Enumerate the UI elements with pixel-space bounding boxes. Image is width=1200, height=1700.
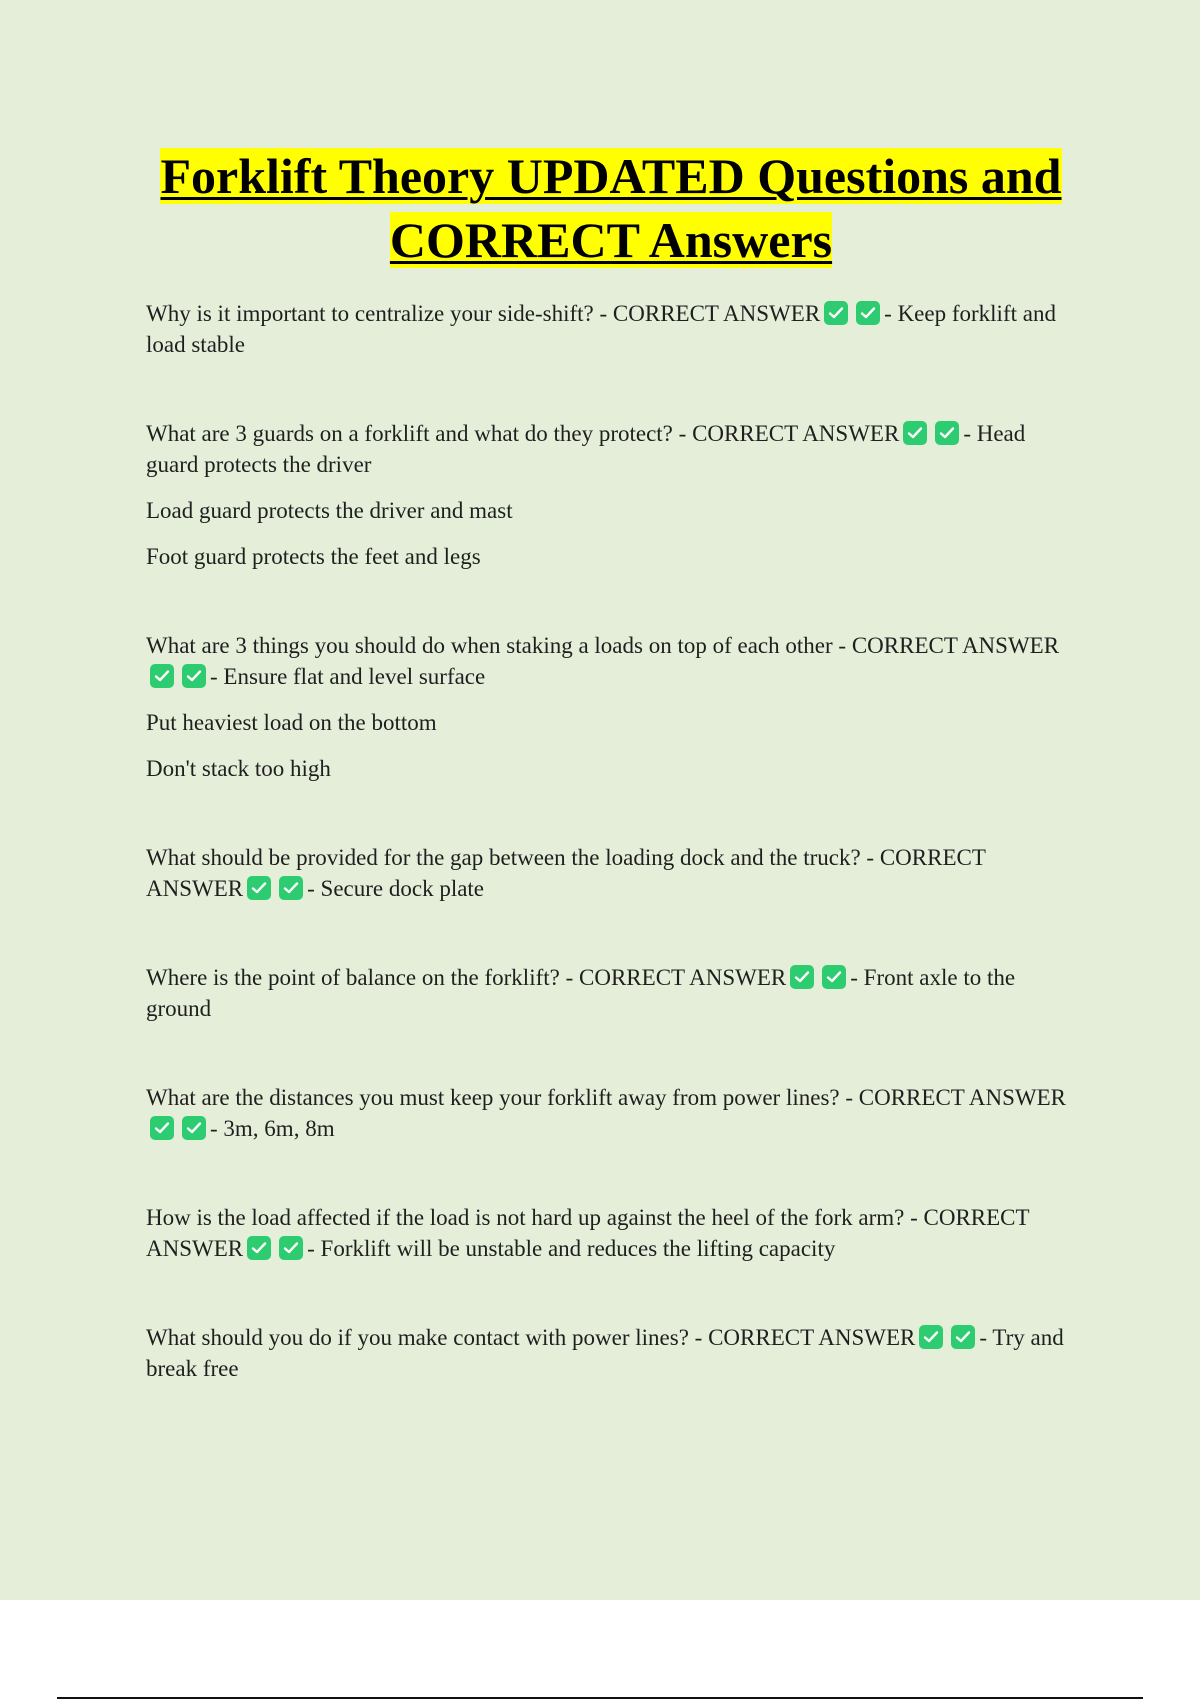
- question-text: What are the distances you must keep your forklift away from power lines? -: [146, 1085, 854, 1110]
- question-text: How is the load affected if the load is not hard up against the heel of the fork arm? -: [146, 1205, 918, 1230]
- check-box-icon: [856, 301, 880, 325]
- question-line: [146, 1082, 1076, 1144]
- question-line: [146, 962, 1076, 1024]
- correct-answer-marker: CORRECT ANSWER: [853, 1085, 1067, 1110]
- check-box-icon: [822, 965, 846, 989]
- qa-item: [146, 962, 1076, 1024]
- qa-list: [146, 298, 1076, 1384]
- answer-extra-line: Put heaviest load on the bottom: [146, 710, 437, 735]
- check-box-icon: [903, 421, 927, 445]
- answer-text: - Head guard protects the driver: [146, 421, 1026, 477]
- check-box-icon: [279, 876, 303, 900]
- check-box-icon: [824, 301, 848, 325]
- qa-item: [146, 418, 1076, 572]
- answer-text: - 3m, 6m, 8m: [210, 1116, 335, 1141]
- correct-answer-marker: CORRECT ANSWER: [573, 965, 787, 990]
- correct-answer-marker: CORRECT ANSWER: [607, 301, 821, 326]
- question-text: What should you do if you make contact with power lines? -: [146, 1325, 703, 1350]
- check-box-icon: [247, 876, 271, 900]
- check-box-icon: [150, 664, 174, 688]
- qa-item: [146, 842, 1076, 904]
- check-box-icon: [935, 421, 959, 445]
- question-text: Why is it important to centralize your side-shift? -: [146, 301, 608, 326]
- answer-text: - Forklift will be unstable and reduces the lifting capacity: [307, 1236, 836, 1261]
- question-text: What are 3 guards on a forklift and what do they protect? -: [146, 421, 687, 446]
- correct-answer-marker: CORRECT ANSWER: [846, 633, 1060, 658]
- document-content: [146, 144, 1076, 1442]
- correct-answer-marker: CORRECT ANSWER: [146, 1205, 1030, 1261]
- question-line: [146, 1202, 1076, 1264]
- page-title: [116, 144, 1106, 272]
- answer-text: - Keep forklift and load stable: [146, 301, 1056, 357]
- question-line: [146, 842, 1076, 904]
- footer-rule: [57, 1697, 1143, 1699]
- qa-item: [146, 1202, 1076, 1264]
- correct-answer-marker: CORRECT ANSWER: [146, 845, 986, 901]
- answer-extra-line: Foot guard protects the feet and legs: [146, 544, 481, 569]
- check-box-icon: [951, 1325, 975, 1349]
- qa-item: [146, 1322, 1076, 1384]
- answer-extra-line: Don't stack too high: [146, 756, 331, 781]
- qa-item: [146, 630, 1076, 784]
- title-line-1: Forklift Theory UPDATED Questions and: [160, 148, 1062, 204]
- question-text: What should be provided for the gap between the loading dock and the truck? -: [146, 845, 875, 870]
- check-box-icon: [150, 1116, 174, 1140]
- check-box-icon: [247, 1236, 271, 1260]
- question-line: [146, 418, 1076, 480]
- answer-text: - Secure dock plate: [307, 876, 485, 901]
- question-line: [146, 1322, 1076, 1384]
- question-text: Where is the point of balance on the forklift? -: [146, 965, 574, 990]
- answer-extra-line: Load guard protects the driver and mast: [146, 498, 513, 523]
- answer-text: - Ensure flat and level surface: [210, 664, 486, 689]
- correct-answer-marker: CORRECT ANSWER: [702, 1325, 916, 1350]
- correct-answer-marker: CORRECT ANSWER: [686, 421, 900, 446]
- qa-item: [146, 1082, 1076, 1144]
- question-line: [146, 630, 1076, 692]
- check-box-icon: [279, 1236, 303, 1260]
- check-box-icon: [182, 664, 206, 688]
- qa-item: [146, 298, 1076, 360]
- check-box-icon: [919, 1325, 943, 1349]
- answer-text: - Front axle to the ground: [146, 965, 1016, 1021]
- answer-text: - Try and break free: [146, 1325, 1064, 1381]
- title-line-2: CORRECT Answers: [389, 212, 833, 268]
- check-box-icon: [790, 965, 814, 989]
- check-box-icon: [182, 1116, 206, 1140]
- question-text: What are 3 things you should do when staking a loads on top of each other -: [146, 633, 847, 658]
- question-line: [146, 298, 1076, 360]
